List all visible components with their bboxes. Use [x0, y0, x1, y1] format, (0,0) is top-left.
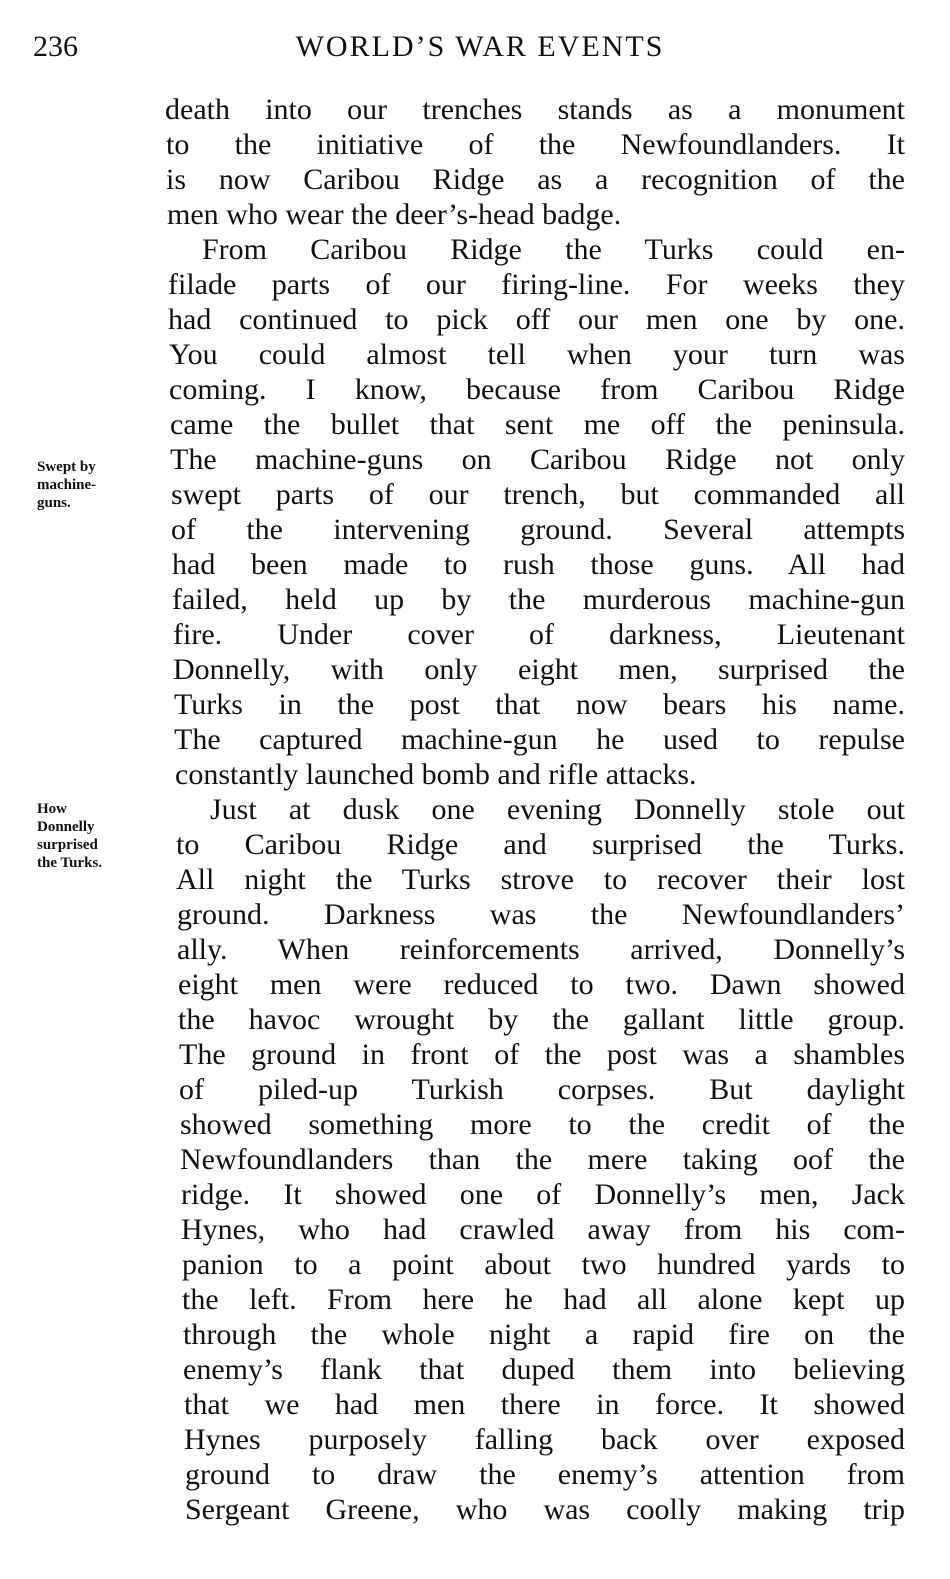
text-line: ground to draw the enemy’s attention from — [185, 1458, 905, 1491]
text-line: that we had men there in force. It showed — [184, 1388, 905, 1421]
text-line: ridge. It showed one of Donnelly’s men, Jack — [181, 1178, 905, 1211]
text-line: Just at dusk one evening Donnelly stole out — [210, 793, 905, 826]
page-number: 236 — [33, 30, 78, 63]
text-line: The captured machine-gun he used to repulse — [174, 723, 905, 756]
text-line: through the whole night a rapid fire on the — [183, 1318, 905, 1351]
text-line: Hynes purposely falling back over exposed — [184, 1423, 905, 1456]
text-line: failed, held up by the murderous machine-gun — [172, 583, 905, 616]
text-line: Newfoundlanders than the mere taking oof the — [180, 1143, 905, 1176]
text-line: eight men were reduced to two. Dawn showed — [178, 968, 905, 1001]
margin-note-line: Swept by — [37, 459, 96, 475]
margin-note-line: machine- — [37, 477, 97, 493]
text-line: You could almost tell when your turn was — [169, 338, 905, 371]
text-line: fire. Under cover of darkness, Lieutenant — [173, 618, 905, 651]
margin-note-swept — [37, 458, 157, 512]
text-line: The machine-guns on Caribou Ridge not only — [170, 443, 905, 476]
text-line: of the intervening ground. Several attempts — [171, 513, 905, 546]
text-line: constantly launched bomb and rifle attacks. — [175, 758, 697, 791]
text-line: to Caribou Ridge and surprised the Turks. — [176, 828, 905, 861]
text-line: The ground in front of the post was a shambles — [179, 1038, 905, 1071]
text-line: Donnelly, with only eight men, surprised the — [173, 653, 905, 686]
text-line: of piled-up Turkish corpses. But daylight — [179, 1073, 905, 1106]
margin-note-line: How — [37, 801, 67, 817]
running-title: WORLD’S WAR EVENTS — [295, 30, 665, 63]
text-line: had been made to rush those guns. All had — [172, 548, 905, 581]
margin-note-line: surprised — [37, 837, 98, 853]
text-line: coming. I know, because from Caribou Ridge — [169, 373, 905, 406]
text-line: Sergeant Greene, who was coolly making trip — [185, 1493, 905, 1526]
text-line: All night the Turks strove to recover their lost — [176, 863, 905, 896]
text-line: swept parts of our trench, but commanded all — [171, 478, 905, 511]
text-line: panion to a point about two hundred yards to — [182, 1248, 905, 1281]
text-line: Turks in the post that now bears his name. — [174, 688, 905, 721]
margin-note-line: guns. — [37, 495, 71, 511]
margin-note-line: the Turks. — [37, 855, 103, 871]
text-line: showed something more to the credit of the — [180, 1108, 905, 1141]
text-line: had continued to pick off our men one by one. — [168, 303, 905, 336]
text-line: to the initiative of the Newfoundlanders. It — [166, 128, 905, 161]
text-line: death into our trenches stands as a monument — [165, 93, 905, 126]
text-line: ground. Darkness was the Newfoundlanders’ — [177, 898, 905, 931]
margin-note-donnelly — [37, 800, 167, 872]
margin-note-line: Donnelly — [37, 819, 95, 835]
text-line: the havoc wrought by the gallant little group. — [178, 1003, 905, 1036]
text-line: the left. From here he had all alone kept up — [182, 1283, 905, 1316]
text-line: came the bullet that sent me off the peninsula. — [170, 408, 905, 441]
text-line: is now Caribou Ridge as a recognition of the — [166, 163, 905, 196]
page-header — [0, 22, 950, 72]
text-line: men who wear the deer’s-head badge. — [167, 198, 622, 231]
text-line: Hynes, who had crawled away from his com- — [181, 1213, 905, 1246]
text-line: ally. When reinforcements arrived, Donnelly’s — [177, 933, 905, 966]
text-line: filade parts of our firing-line. For weeks they — [168, 268, 905, 301]
text-line: enemy’s flank that duped them into believing — [183, 1353, 905, 1386]
text-line: From Caribou Ridge the Turks could en- — [202, 233, 905, 266]
